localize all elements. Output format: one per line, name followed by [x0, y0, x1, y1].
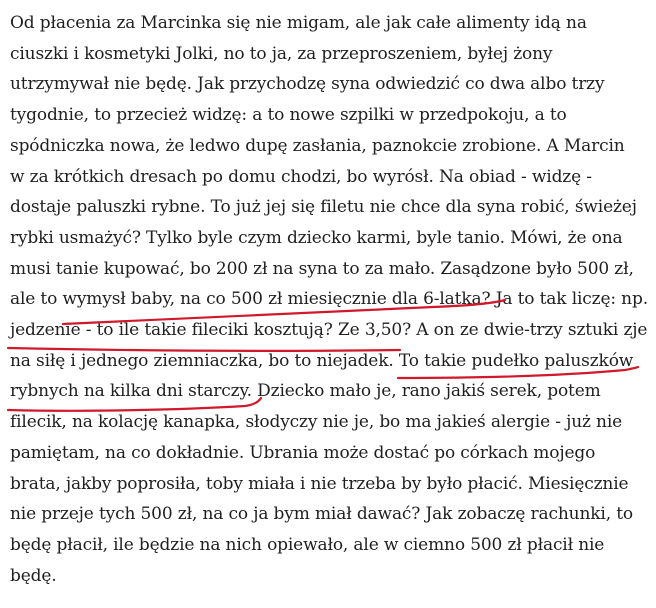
article-text — [10, 0, 650, 591]
article-line: będę. — [10, 565, 57, 586]
article-line: utrzymywał nie będę. Jak przychodzę syna odwiedzić co dwa albo trzy — [10, 74, 605, 95]
article-line: nie przeje tych 500 zł, na co ja bym miał dawać? Jak zobaczę rachunki, to — [10, 504, 633, 525]
article-line: ciuszki i kosmetyki Jolki, no to ja, za przeproszeniem, byłej żony — [10, 43, 553, 64]
article-line: w za krótkich dresach po domu chodzi, bo wyrósł. Na obiad - widzę - — [10, 166, 592, 187]
article-line: jedzenie - to ile takie fileciki kosztują? Ze 3,50? A on ze dwie-trzy sztuki zje — [10, 320, 648, 341]
article-line: brata, jakby poprosiła, toby miała i nie trzeba by było płacić. Miesięcznie — [10, 473, 629, 494]
article-line: dostaje paluszki rybne. To już jej się filetu nie chce dla syna robić, świeżej — [10, 197, 637, 218]
article-line: pamiętam, na co dokładnie. Ubrania może dostać po córkach mojego — [10, 442, 596, 463]
article-line: filecik, na kolację kanapka, słodyczy nie je, bo ma jakieś alergie - już nie — [10, 412, 623, 433]
article-line: na siłę i jednego ziemniaczka, bo to niejadek. To takie pudełko paluszków — [10, 350, 634, 371]
article-line: musi tanie kupować, bo 200 zł na syna to za mało. Zasądzone było 500 zł, — [10, 258, 634, 279]
article-line: rybnych na kilka dni starczy. Dziecko mało je, rano jakiś serek, potem — [10, 381, 601, 402]
article-line: spódniczka nowa, że ledwo dupę zasłania, paznokcie zrobione. A Marcin — [10, 135, 625, 156]
article-line: Od płacenia za Marcinka się nie migam, ale jak całe alimenty idą na — [10, 13, 587, 33]
article-line: rybki usmażyć? Tylko byle czym dziecko karmi, byle tanio. Mówi, że ona — [10, 227, 623, 248]
article-line: będę płacił, ile będzie na nich opiewało, ale w ciemno 500 zł płacił nie — [10, 534, 605, 555]
article-line: tygodnie, to przecież widzę: a to nowe szpilki w przedpokoju, a to — [10, 105, 567, 126]
article-line: ale to wymysł baby, na co 500 zł miesięcznie dla 6-latka? Ja to tak liczę: np. — [10, 289, 648, 310]
